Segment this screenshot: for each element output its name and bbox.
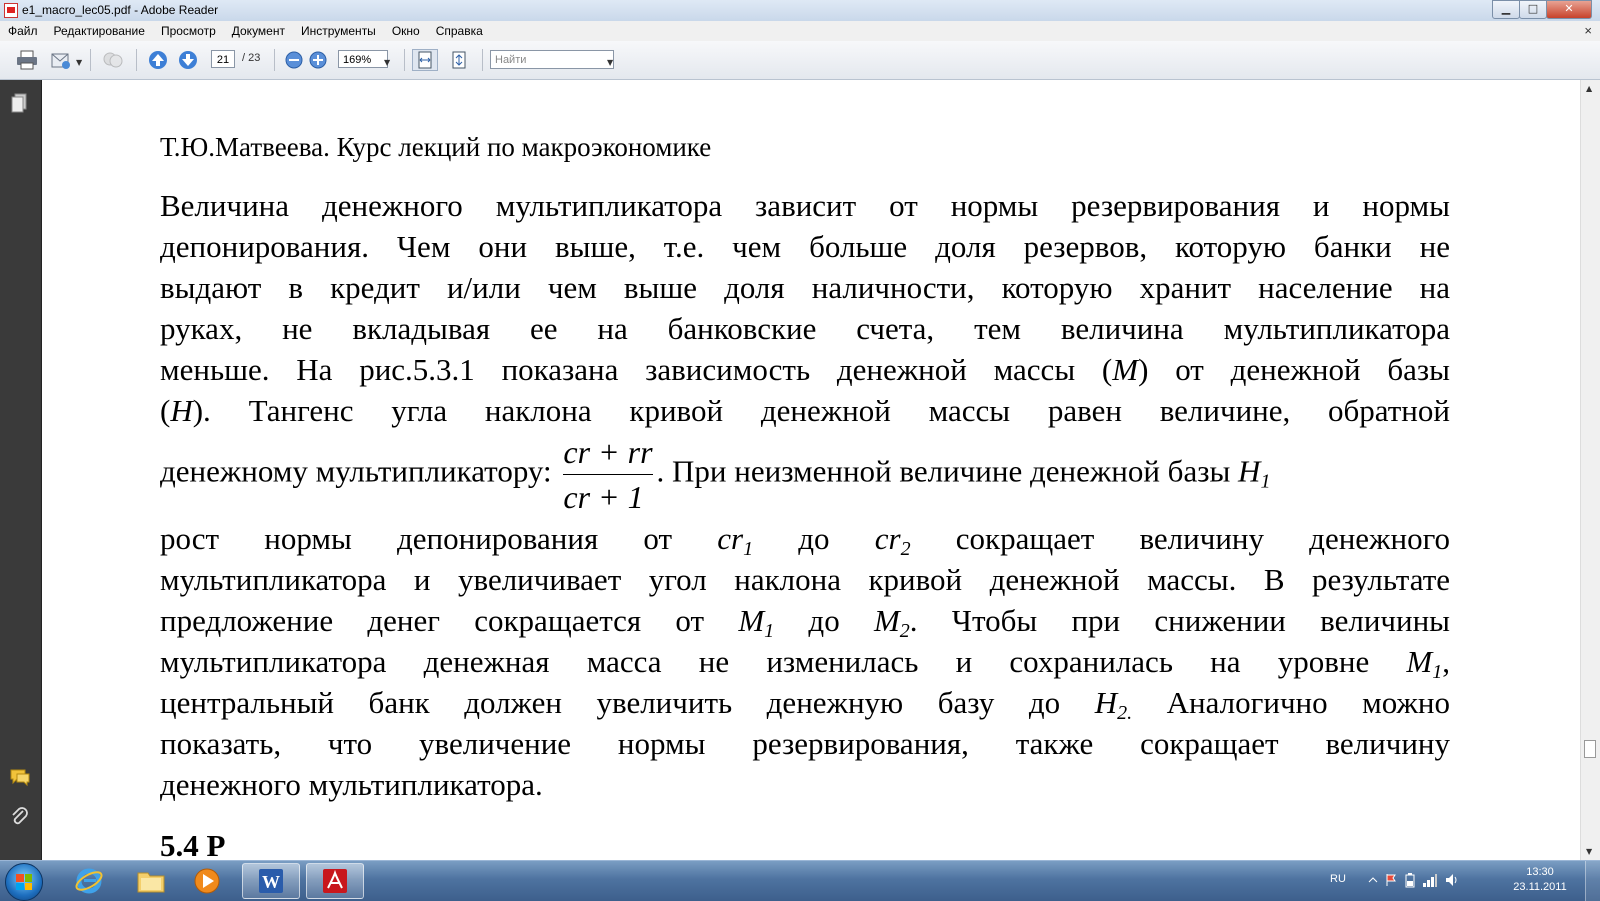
window-controls [1493, 0, 1592, 18]
toolbar-divider [404, 49, 405, 71]
prev-page-button[interactable] [146, 49, 170, 71]
battery-icon[interactable] [1404, 872, 1416, 888]
internet-explorer-icon [74, 866, 104, 896]
document-header: Т.Ю.Матвеева. Курс лекций по макроэкономике [160, 132, 712, 162]
menu-view[interactable]: Просмотр [160, 24, 216, 38]
text-line: (H). Тангенс угла наклона кривой денежной массы равен величине, обратной [160, 393, 1450, 428]
arrow-up-icon [148, 50, 168, 70]
text-line: предложение денег сокращается от $M_1$ до $M_2$. Чтобы при снижении величины [160, 603, 1451, 642]
word-icon [256, 866, 286, 896]
flag-icon[interactable] [1384, 873, 1398, 887]
vertical-scrollbar[interactable] [1580, 80, 1600, 860]
menu-edit[interactable]: Редактирование [53, 24, 145, 38]
navigation-panel [0, 80, 42, 860]
window-title: e1_macro_lec05.pdf - Adobe Reader [22, 3, 219, 17]
menu-bar [0, 21, 1600, 41]
plus-circle-icon [309, 51, 327, 69]
minus-circle-icon [285, 51, 303, 69]
text-line: центральный банк должен увеличить денежную базу до $H_{2.}$ Аналогично можно [160, 685, 1451, 724]
minimize-button[interactable]: ▁ [1492, 0, 1520, 19]
find-dropdown-icon[interactable]: ▼ [607, 58, 614, 67]
text-line: рост нормы депонирования от $cr_1$ до $cr_2$ сокращает величину денежного [160, 521, 1451, 560]
text-line: меньше. На рис.5.3.1 показана зависимость денежной массы (M) от денежной базы [160, 352, 1450, 387]
printer-icon [16, 50, 38, 70]
text-line: депонирования. Чем они выше, т.е. чем больше доля резервов, которую банки не [160, 229, 1450, 264]
zoom-in-button[interactable] [308, 49, 328, 71]
toolbar [0, 41, 1600, 80]
text-line-with-formula: денежному мультипликатору: $\frac{cr + rr}{cr + 1}$ . При неизменной величине денежной базы $H_1$ [160, 434, 1271, 515]
toolbar-divider [274, 49, 275, 71]
taskbar-media-player[interactable] [178, 863, 236, 899]
zoom-level-input[interactable]: 169% [338, 50, 388, 68]
toolbar-divider [136, 49, 137, 71]
volume-icon[interactable] [1444, 872, 1460, 888]
document-view[interactable] [42, 80, 1581, 860]
taskbar-explorer[interactable] [122, 863, 180, 899]
text-line: мультипликатора и увеличивает угол наклона кривой денежной массы. В результате [160, 562, 1450, 597]
fit-page-button[interactable] [446, 49, 472, 71]
language-indicator[interactable]: RU [1330, 873, 1346, 885]
text-line: мультипликатора денежная масса не изменилась и сохранилась на уровне $M_1$, [160, 644, 1450, 683]
scroll-down-icon[interactable]: ▼ [1586, 847, 1593, 856]
pages-panel-button[interactable] [9, 92, 31, 114]
next-section-heading: 5.4 Р [160, 828, 226, 860]
envelope-icon [50, 50, 72, 70]
title-bar [0, 0, 1600, 21]
folder-icon [136, 867, 166, 895]
collaborate-button[interactable] [100, 49, 126, 71]
paperclip-icon [9, 806, 31, 828]
fit-width-icon [416, 51, 434, 69]
menu-tools[interactable]: Инструменты [300, 24, 376, 38]
menu-help[interactable]: Справка [435, 24, 483, 38]
comment-icon [9, 766, 31, 788]
attachments-panel-button[interactable] [9, 806, 31, 828]
comments-panel-button[interactable] [9, 766, 31, 788]
fit-width-button[interactable] [412, 49, 438, 71]
menu-file[interactable]: Файл [8, 24, 38, 38]
document-close-icon[interactable]: × [1584, 23, 1592, 38]
taskbar [0, 860, 1600, 901]
next-page-button[interactable] [176, 49, 200, 71]
taskbar-adobe-reader[interactable] [306, 863, 364, 899]
text-line: Величина денежного мультипликатора зависит от нормы резервирования и нормы [160, 188, 1450, 223]
multiplier-fraction: $\frac{cr + rr}{cr + 1}$ [563, 434, 653, 515]
text-line: денежного мультипликатора. [160, 767, 543, 802]
scroll-up-icon[interactable]: ▲ [1586, 84, 1593, 93]
svg-text:W: W [262, 872, 280, 892]
taskbar-word[interactable] [242, 863, 300, 899]
text-line: выдают в кредит и/или чем выше доля наличности, которую хранит население на [160, 270, 1450, 305]
clock-date: 23.11.2011 [1513, 881, 1567, 893]
print-button[interactable] [14, 49, 40, 71]
text-line: показать, что увеличение нормы резервирования, также сокращает величину [160, 726, 1450, 761]
menu-window[interactable]: Окно [391, 24, 420, 38]
pages-icon [9, 92, 31, 114]
network-signal-icon[interactable] [1422, 872, 1438, 888]
menu-document[interactable]: Документ [231, 24, 285, 38]
taskbar-ie[interactable] [60, 863, 118, 899]
system-clock[interactable] [1500, 865, 1580, 895]
scrollbar-thumb[interactable] [1584, 740, 1596, 758]
close-button[interactable]: ✕ [1546, 0, 1592, 19]
toolbar-divider [90, 49, 91, 71]
share-button[interactable] [48, 49, 74, 71]
zoom-dropdown-icon[interactable]: ▼ [384, 58, 391, 67]
clock-time: 13:30 [1526, 866, 1554, 878]
arrow-down-icon [178, 50, 198, 70]
adobe-reader-icon [320, 866, 350, 896]
page-total: / 23 [242, 52, 261, 64]
find-input[interactable]: Найти [490, 50, 614, 69]
show-desktop-button[interactable] [1585, 861, 1600, 901]
zoom-out-button[interactable] [284, 49, 304, 71]
page-number-input[interactable]: 21 [211, 50, 235, 68]
media-player-icon [192, 866, 222, 896]
text-line: руках, не вкладывая ее на банковские счета, тем величина мультипликатора [160, 311, 1450, 346]
collaborate-icon [102, 50, 124, 70]
windows-logo-icon [16, 874, 32, 890]
share-dropdown-icon[interactable]: ▼ [76, 58, 83, 67]
start-button[interactable] [5, 863, 43, 901]
toolbar-divider [482, 49, 483, 71]
pdf-file-icon [4, 3, 18, 18]
fit-page-icon [450, 51, 468, 69]
tray-expand-icon[interactable] [1368, 875, 1378, 885]
maximize-button[interactable]: □ [1519, 0, 1547, 19]
